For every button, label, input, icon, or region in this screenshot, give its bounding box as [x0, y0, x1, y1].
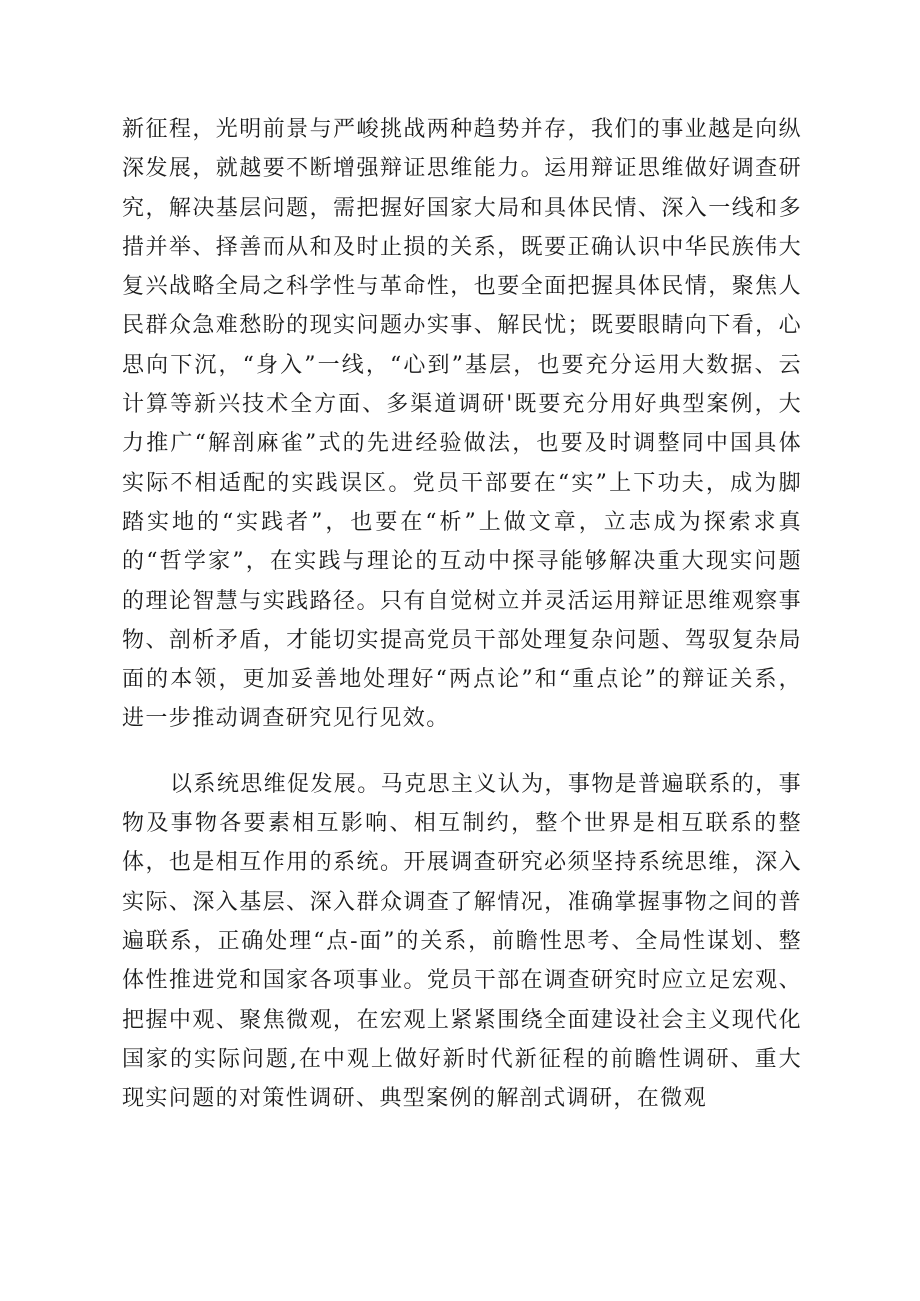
body-paragraph-1: 新征程，光明前景与严峻挑战两种趋势并存，我们的事业越是向纵深发展，就越要不断增强辩证思维能力。运用辩证思维做好调查研究，解决基层问题，需把握好国家大局和具体民情、深入一线和多措并举、择善而从和及时止损的关系，既要正确认识中华民族伟大复兴战略全局之科学性与革命性，也要全面把握具体民情，聚焦人民群众急难愁盼的现实问题办实事、解民忧；既要眼睛向下看，心思向下沉，“身入”一线，“心到”基层，也要充分运用大数据、云计算等新兴技术全方面、多渠道调研'既要充分用好典型案例，大力推广“解剖麻雀”式的先进经验做法，也要及时调整同中国具体实际不相适配的实践误区。党员干部要在“实”上下功夫，成为脚踏实地的“实践者”，也要在“析”上做文章，立志成为探索求真的“哲学家”，在实践与理论的互动中探寻能够解决重大现实问题的理论智慧与实践路径。只有自觉树立并灵活运用辩证思维观察事物、剖析矛盾，才能切实提高党员干部处理复杂问题、驾驭复杂局面的本领，更加妥善地处理好“两点论”和“重点论”的辩证关系，进一步推动调查研究见行见效。 [122, 117, 802, 732]
body-paragraph-2: 以系统思维促发展。马克思主义认为，事物是普遍联系的，事物及事物各要素相互影响、相互制约，整个世界是相互联系的整体，也是相互作用的系统。开展调查研究必须坚持系统思维，深入实际、深入基层、深入群众调查了解情况，准确掌握事物之间的普遍联系，正确处理“点-面”的关系，前瞻性思考、全局性谋划、整体性推进党和国家各项事业。党员干部在调查研究时应立足宏观、把握中观、聚焦微观，在宏观上紧紧围绕全面建设社会主义现代化国家的实际问题,在中观上做好新时代新征程的前瞻性调研、重大现实问题的对策性调研、典型案例的解剖式调研，在微观 [122, 771, 802, 1112]
paragraph-spacing [122, 739, 802, 765]
